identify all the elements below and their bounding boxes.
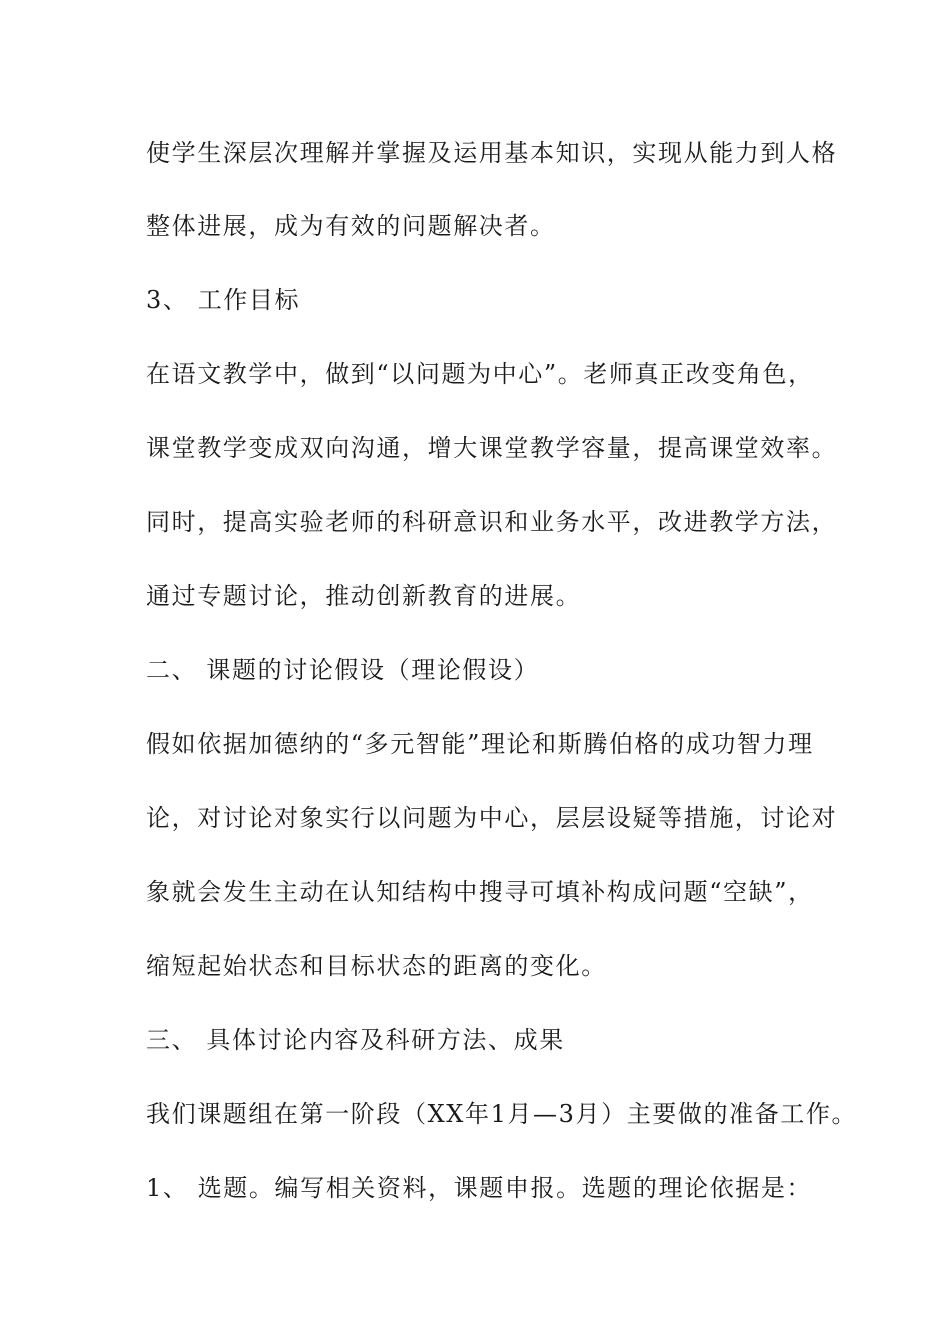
paragraph-line: 1、 选题。编写相关资料，课题申报。选题的理论依据是： (146, 1174, 813, 1202)
section-heading: 三、 具体讨论内容及科研方法、成果 (146, 1026, 565, 1054)
paragraph-line: 我们课题组在第一阶段（XX年1月—3月）主要做的准备工作。 (146, 1100, 858, 1128)
section-heading: 3、 工作目标 (146, 286, 301, 314)
paragraph-line: 在语文教学中，做到“以问题为中心”。老师真正改变角色， (146, 360, 814, 388)
paragraph-line: 假如依据加德纳的“多元智能”理论和斯腾伯格的成功智力理 (146, 730, 814, 758)
section-heading: 二、 课题的讨论假设（理论假设） (146, 656, 540, 684)
paragraph-line: 论，对讨论对象实行以问题为中心，层层设疑等措施，讨论对 (146, 804, 838, 832)
paragraph-line: 课堂教学变成双向沟通，增大课堂教学容量，提高课堂效率。 (146, 434, 838, 462)
paragraph-line: 同时，提高实验老师的科研意识和业务水平，改进教学方法， (146, 508, 838, 536)
paragraph-line: 象就会发生主动在认知结构中搜寻可填补构成问题“空缺”， (146, 878, 814, 906)
paragraph-line: 通过专题讨论，推动创新教育的进展。 (146, 582, 582, 610)
paragraph-line: 缩短起始状态和目标状态的距离的变化。 (146, 952, 607, 980)
paragraph-line: 整体进展，成为有效的问题解决者。 (146, 212, 556, 240)
paragraph-line: 使学生深层次理解并掌握及运用基本知识，实现从能力到人格 (146, 139, 838, 167)
